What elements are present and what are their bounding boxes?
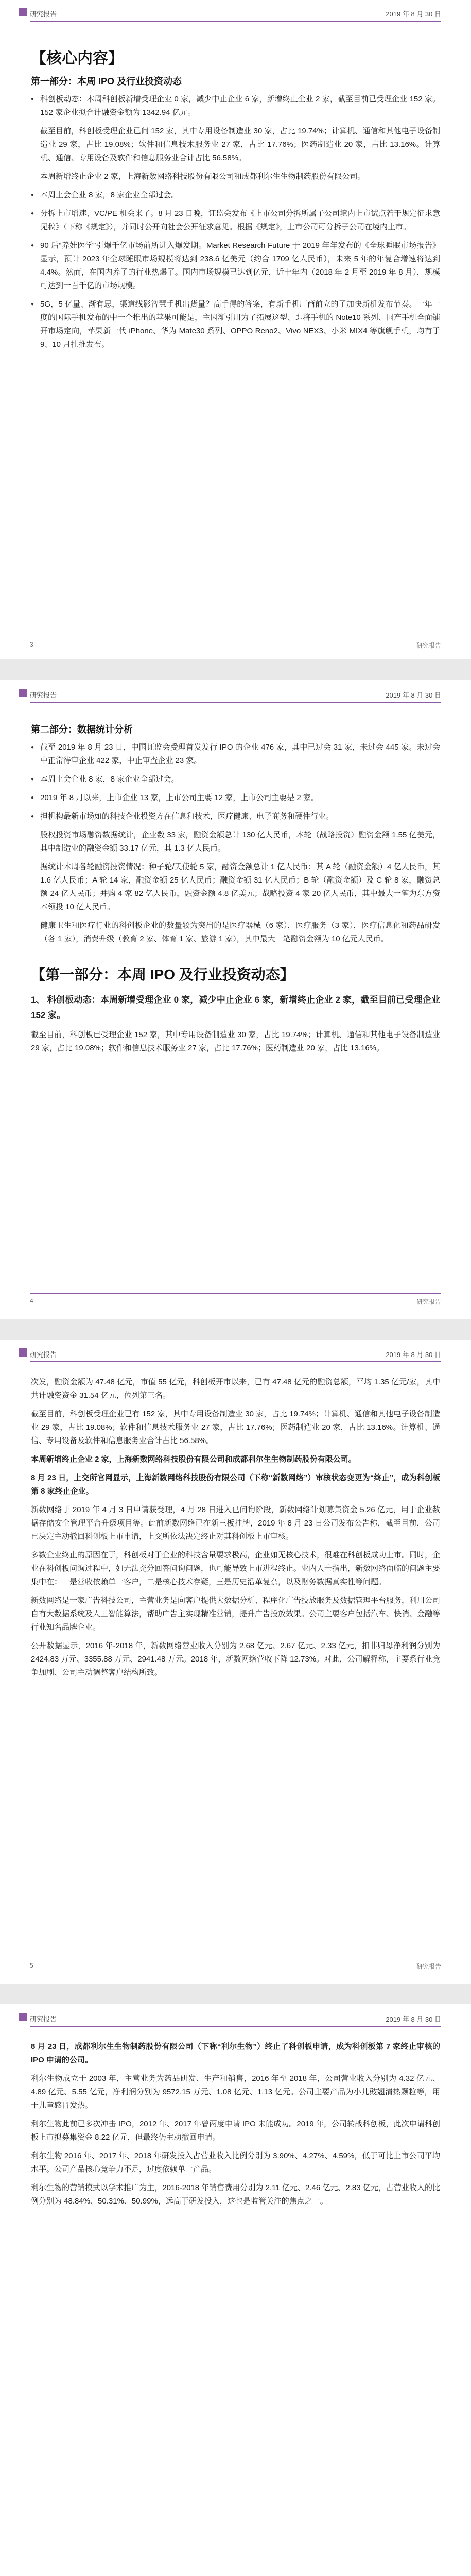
body-paragraph: 公开数据显示，2016 年-2018 年，新数网络营业收入分别为 2.68 亿元、2.67 亿元、2.33 亿元，扣非归母净利润分别为 2424.83 万元、3355.88 万元、2941.48 万元。2018 年，新数网络营收下降 12.73%。对此，公司解释称，主要系行业竞争加剧、公司主动调整客户结构所致。 [31, 1641, 440, 1677]
section-subheading: 8 月 23 日，上交所官网显示，上海新数网络科技股份有限公司（下称“新数网络”）审核状态变更为“终止”，成为科创板第 8 家终止企业。 [31, 1473, 440, 1496]
core-bullet: ● 2019 年 8 月以来，上市企业 13 家，上市公司主要 12 家，上市公司主要是 2 家。 [31, 791, 440, 805]
body-paragraph: 新数网络于 2019 年 4 月 3 日申请获受理，4 月 28 日进入已问询阶段，新数网络计划募集资金 5.26 亿元，用于企业数据存储安全管理平台升级项目等。此前新数网络已在新三板挂牌，2019 年 8 月 23 日公司发布公告称，截至目前，公司已决定主动撤回科创板上市申请，上交所依法决定终止对其科创板上市审核。 [31, 1505, 440, 1541]
core-bullet: ● 5G，5 亿量、渐有思，渠道线影智慧手机出货量？高手得的答案，有新手机厂商前立的了加快新机发布节奏。一年一度的国际手机发布的中一个推出的苹果可能是，主因渐引用为了拓展这型、即将手机的 Note10 系列、国产手机全面铺开市场定向，苹果新一代 iPhone、华为 Mate30 系列、OPPO Reno2、Vivo NEX3、小米 MIX4 等旗舰手机，均有于 9、10 月扎推发布。 [31, 298, 440, 351]
body-paragraph: 次发，融资金额为 47.48 亿元，市值 55 亿元，科创板开市以来，已有 47.48 亿元的融资总额，平均 1.35 亿元/家，其中共计融资资金 31.54 亿元，位列第三名。 [31, 1378, 440, 1400]
page-gap [0, 1319, 471, 1340]
page-footer [0, 1293, 471, 1314]
page-number: 3 [30, 641, 33, 648]
body-paragraph: 多数企业终止的原因在于，科创板对于企业的科技含量要求极高，企业如无核心技术，很难在科创板成功上市。同时，企业在科创板问询过程中，如无法充分回答问询问题，也可能导致上市进程终止。业内人士指出，新数网络面临的问题主要集中在：一是营收依赖单一客户，二是核心技术存疑，三是历史沿革复杂，以及财务数据真实性等问题。 [31, 1551, 441, 1586]
core-paragraph: 健康卫生和医疗行业的科创板企业的数量较为突出的是医疗器械（6 家），医疗服务（3 家），医疗信息化和药品研发（各 1 家），消费升级（教育 2 家、体育 1 家、旅游 1 家），其中最大一笔融资金额为 10 亿元人民币。 [40, 921, 440, 943]
footer-tag: 研究报告 [416, 642, 441, 649]
core-paragraph: 本周新增终止企业 2 家，上海新数网络科技股份有限公司和成都利尔生生物制药股份有限公司。 [40, 172, 365, 181]
section-subheading: 本周新增终止企业 2 家，上海新数网络科技股份有限公司和成都利尔生生物制药股份有限公司。 [31, 1455, 356, 1464]
core-section [31, 36, 440, 357]
part1-body-continued [31, 2040, 440, 2213]
header-tag: 研究报告 [30, 690, 57, 700]
core-paragraph: 股权投资市场融资数据统计，企业数 33 家，融资金额总计 130 亿人民币，本轮（战略投资）融资金额 1.55 亿美元，其中制造业的融资金额 33.17 亿元，其 1.3 亿人民币。 [40, 831, 440, 853]
section-subheading: 1、 科创板动态：本周新增受理企业 0 家，减少中止企业 6 家，新增终止企业 2 家，截至目前已受理企业 152 家。 [31, 995, 440, 1020]
page-gap [0, 659, 471, 680]
core-bullet: ● 科创板动态：本周科创板新增受理企业 0 家，减少中止企业 6 家，新增终止企业 2 家，截至目前已受理企业 152 家。152 家企业拟合计融资金额为 1342.94 亿元。 [31, 93, 440, 120]
header-tag: 研究报告 [30, 2014, 57, 2024]
body-paragraph: 利尔生物此前已多次冲击 IPO，2012 年、2017 年曾两度申请 IPO 未能成功。2019 年，公司转战科创板，此次申请科创板上市拟募集资金 8.22 亿元，但最终仍主动撤回申请。 [31, 2120, 440, 2142]
part2-title: 第二部分：数据统计分析 [31, 724, 133, 735]
section-subheading: 8 月 23 日，成都利尔生生物制药股份有限公司（下称“利尔生物”）终止了科创板申请，成为科创板第 7 家终止审核的 IPO 申请的公司。 [31, 2042, 440, 2064]
footer-tag: 研究报告 [416, 1963, 441, 1970]
core-paragraph: 据统计本周各轮融资投资情况：种子轮/天使轮 5 家，融资金额总计 1 亿人民币；其 A 轮（融资金额）4 亿人民币，其 1.6 亿人民币；A 轮 14 家，融资金额 25 亿人民币；融资金额 31 亿人民币；B 轮（融资金额）及 C 轮 8 家，融资总额 24 亿人民币；并购 4 家 82 亿人民币，融资金额 4.8 亿美元；战略投资 4 家 20 亿人民币，其中最大一笔为东方资本领投 10 亿人民币。 [40, 862, 440, 911]
footer-tag: 研究报告 [416, 1298, 441, 1306]
body-paragraph: 利尔生物的营销模式以学术推广为主，2016-2018 年销售费用分别为 2.11 亿元、2.46 亿元、2.83 亿元，占营业收入的比例分别为 48.84%、50.31%、50.99%，远高于研发投入，这也是监管关注的焦点之一。 [31, 2183, 440, 2206]
body-paragraph: 截至目前，科创板已受理企业 152 家，其中专用设备制造业 30 家，占比 19.74%；计算机、通信和其他电子设备制造业 29 家，占比 19.08%；软件和信息技术服务业 27 家，占比 17.76%；医药制造业 20 家，占比 13.16%。 [31, 1030, 440, 1053]
core-bullet: ● 90 后“养娃医学”引爆千亿市场前所进入爆发期。Market Research Future 于 2019 年年发布的《全球睡眠市场报告》显示，预计 2023 年全球睡眠市场规模将达到 238.6 亿美元（约合 1709 亿人民币），未来 5 年的年复合增速将达到 4.4%。然而，在国内养了的行业热爆了。国内市场规模已达到亿元，近十年内（2018 年 2 月至 2019 年 8 月），规模可达到一百千亿的市场规模。 [31, 239, 440, 293]
page-footer [0, 1958, 471, 1978]
header-tag: 研究报告 [30, 1349, 57, 1359]
part1-body [31, 1376, 440, 1685]
header-date: 2019 年 8 月 30 日 [386, 691, 441, 699]
core-bullet: ● 分拆上市增速、VC/PE 机会来了。8 月 23 日晚，证监会发布《上市公司分拆所属子公司境内上市试点若干规定征求意见稿》（下称《规定》），并同时公开向社会公开征求意见。根据《规定》，上市公司可分拆子公司在境内上市。 [31, 207, 440, 234]
body-paragraph: 利尔生物成立于 2003 年，主营业务为药品研发、生产和销售，2016 年至 2018 年，公司营业收入分别为 4.32 亿元、4.89 亿元、5.55 亿元，净利润分别为 9572.15 万元、1.08 亿元、1.13 亿元。公司主要产品为小儿豉翘清热颗粒等，用于儿童感冒发热。 [31, 2074, 440, 2110]
body-paragraph: 截至目前，科创板受理企业已有 152 家，其中专用设备制造业 30 家，占比 19.74%；计算机、通信和其他电子设备制造业 29 家，占比 19.08%；软件和信息技术服务业 27 家，占比 17.76%；医药制造业 20 家，占比 13.16%。计算机、通信、专用设备及软件和信息服务业合计占比 56.58%。 [31, 1410, 440, 1445]
core-bullet: ● 本周上会企业 8 家，8 家企业全部过会。 [31, 773, 440, 786]
part1-section-title: 【第一部分：本周 IPO 及行业投资动态】 [31, 967, 294, 982]
header-rule [30, 21, 441, 22]
page-number: 5 [30, 1962, 33, 1969]
body-paragraph: 利尔生物 2016 年、2017 年、2018 年研发投入占营业收入比例分别为 3.90%、4.27%、4.59%，低于可比上市公司平均水平。公司产品核心竞争力不足，过度依赖单一产品。 [31, 2151, 440, 2174]
body-paragraph: 新数网络是一家广告科技公司，主营业务是向客户提供大数据分析、程序化广告投放服务及数据管理平台服务，利用公司自有大数据系统及人工智能算法，帮助广告主实现精准营销，提升广告投放效果。公司主要客户包括汽车、快消、金融等行业知名品牌企业。 [31, 1596, 441, 1632]
header-date: 2019 年 8 月 30 日 [386, 1351, 441, 1359]
core-title: 【核心内容】 [31, 50, 124, 67]
core-paragraph: 截至目前，科创板受理企业已问 152 家，其中专用设备制造业 30 家，占比 19.74%；计算机、通信和其他电子设备制造业 29 家，占比 19.08%；软件和信息技术服务业 27 家，占比 17.76%；医药制造业 20 家，占比 13.16%。计算机、通信、专用设备及软件和信息服务业合计占比 56.58%。 [40, 127, 440, 162]
part1-title: 第一部分：本周 IPO 及行业投资动态 [31, 76, 182, 87]
header-date: 2019 年 8 月 30 日 [386, 2015, 441, 2023]
core-bullet: ● 截至 2019 年 8 月 23 日，中国证监会受理首发发行 IPO 的企业 476 家，其中已过会 31 家，未过会 445 家。未过会中正常待审企业 422 家，中止审查企业 23 家。 [31, 741, 440, 768]
page-footer [0, 637, 471, 657]
page-number: 4 [30, 1297, 33, 1304]
header-date: 2019 年 8 月 30 日 [386, 10, 441, 18]
core-bullet: ● 本周上会企业 8 家，8 家企业全部过会。 [31, 189, 440, 202]
page-gap [0, 1984, 471, 2004]
header-tag: 研究报告 [30, 9, 57, 19]
part2-summary [31, 716, 440, 1060]
core-bullet: ● 担机构最新市场如的科技企业投资方在信息和技术，医疗健康、电子商务和硬件行业。 [31, 810, 440, 823]
